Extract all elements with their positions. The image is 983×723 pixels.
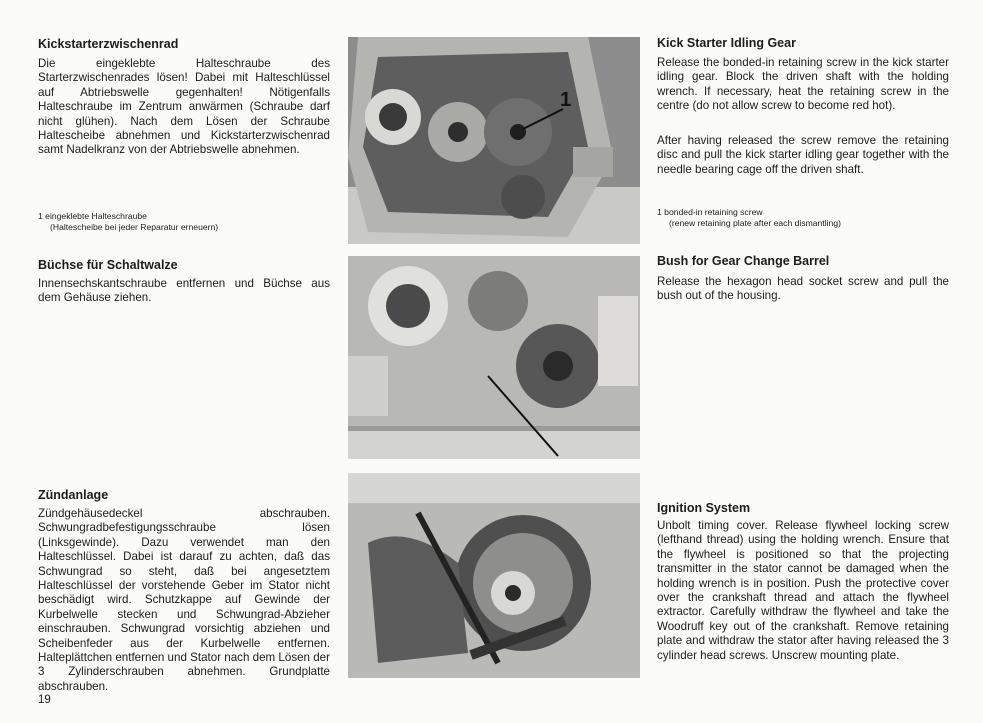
kick-starter-text-de: Die eingeklebte Halteschraube des Starterzwischenrades lösen! Dabei mit Halteschlüssel auf Abtriebswelle gegenhalten! Nötigenfalls Halteschraube im Zentrum anwärmen (Schraube darf nicht glühen). Nach dem Lösen der Schraube Haltescheibe abnehmen und Kickstarterzwischenrad samt Nadelkranz von der Abtriebswelle abnehmen. bbox=[38, 57, 330, 157]
kick-starter-note-en bbox=[657, 207, 949, 228]
ignition-heading-de: Zündanlage bbox=[38, 488, 109, 502]
ignition-heading-en: Ignition System bbox=[657, 501, 751, 515]
photo-kick-starter-gear bbox=[348, 37, 640, 244]
bush-text-de: Innensechskantschraube entfernen und Büchse aus dem Gehäuse ziehen. bbox=[38, 277, 330, 305]
gear-barrel-illustration bbox=[348, 256, 640, 459]
note-line-de-2: (Haltescheibe bei jeder Reparatur erneuern) bbox=[50, 221, 219, 232]
bush-text-en: Release the hexagon head socket screw and pull the bush out of the housing. bbox=[657, 275, 949, 303]
ignition-text-de: Zündgehäusedeckel abschrauben. Schwungradbefestigungsschraube lösen (Linksgewinde). Dazu verwendet man den Halteschlüssel. Dabei ist darauf zu achten, daß das Schwungrad so steht, daß bei angesetztem Halteschlüssel der vorstehende Geber im Stator nicht beschädigt wird. Schutzkappe auf Gewinde der Kurbelwelle stecken und Schwungrad-Abzieher einschrauben. Schwungrad vorsichtig abziehen und Scheibenfeder aus der Kurbelwelle entfernen. Halteplättchen entfernen und Stator nach dem Lösen der 3 Zylinderschrauben abnehmen. Grundplatte abschrauben. bbox=[38, 507, 330, 693]
page-number: 19 bbox=[38, 694, 51, 706]
kick-starter-text-en-1: Release the bonded-in retaining screw in the kick starter idling gear. Block the driven shaft with the holding wrench. If necessary, heat the retaining screw in the centre (do not allow screw to become red hot). bbox=[657, 56, 949, 113]
note-line-en-1: 1 bonded-in retaining screw bbox=[657, 207, 763, 217]
note-line-en-2: (renew retaining plate after each dismantling) bbox=[669, 217, 841, 228]
kick-starter-note-de bbox=[38, 211, 330, 232]
kick-starter-heading-de: Kickstarterzwischenrad bbox=[38, 37, 179, 51]
bush-heading-de: Büchse für Schaltwalze bbox=[38, 258, 178, 272]
kick-starter-text-en-2: After having released the screw remove the retaining disc and pull the kick starter idling gear together with the needle bearing cage off the driven shaft. bbox=[657, 134, 949, 176]
flywheel-illustration bbox=[348, 473, 640, 678]
kick-starter-heading-en: Kick Starter Idling Gear bbox=[657, 36, 796, 50]
engine-case-illustration bbox=[348, 37, 640, 244]
ignition-text-en: Unbolt timing cover. Release flywheel locking screw (lefthand thread) using the holding wrench. Ensure that the flywheel is positioned so that the projecting transmitter in the stator cannot be damaged when the holding wrench is in position. Push the protective cover over the crankshaft thread and attach the flywheel extractor. Carefully withdraw the flywheel and take the Woodruff key out of the crankshaft. Remove retaining plate and withdraw the stator after having released the 3 cylinder head screws. Unscrew mounting plate. bbox=[657, 519, 949, 662]
note-line-de-1: 1 eingeklebte Halteschraube bbox=[38, 211, 147, 221]
bush-heading-en: Bush for Gear Change Barrel bbox=[657, 254, 830, 268]
callout-number: 1 bbox=[560, 89, 572, 111]
photo-gear-change-bush bbox=[348, 256, 640, 459]
photo-ignition-flywheel bbox=[348, 473, 640, 678]
